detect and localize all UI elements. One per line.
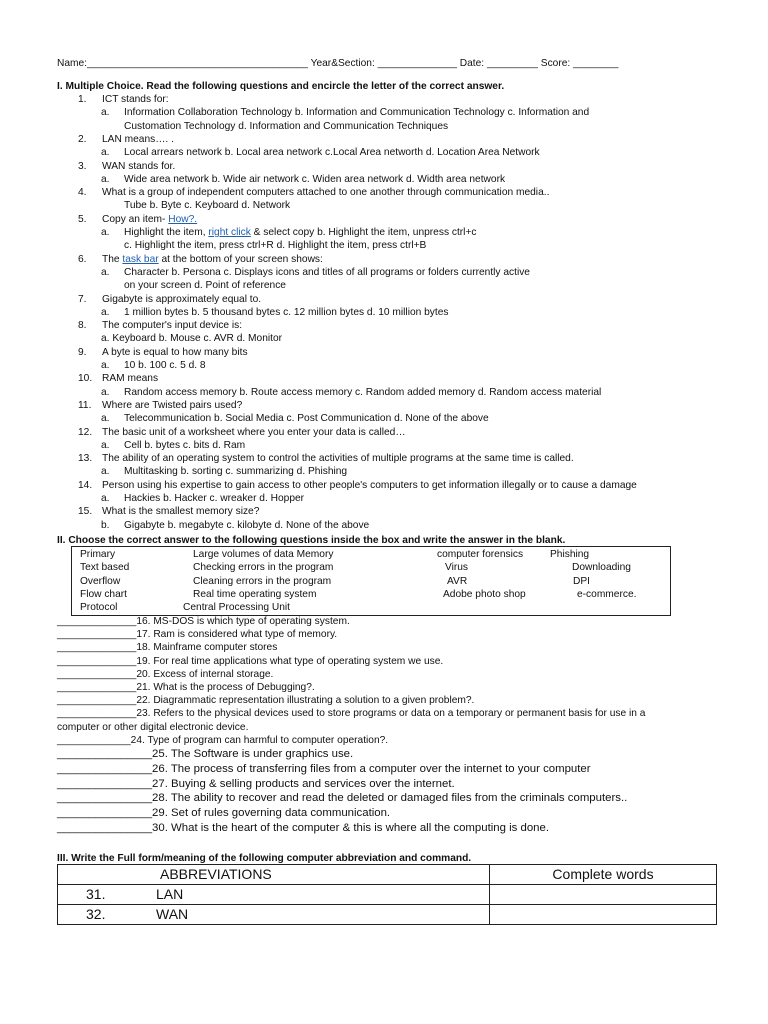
fill-in-item: _____________24. Type of program can harmful to computer operation?. xyxy=(57,734,389,746)
line-text: What is a group of independent computers attached to one another through communication media.. xyxy=(102,187,550,199)
part1-title: I. Multiple Choice. Read the following questions and encircle the letter of the correct answer. xyxy=(57,81,505,92)
item-number: 1. xyxy=(78,94,87,105)
item-number: a. xyxy=(101,493,110,504)
question-line xyxy=(124,226,477,239)
choice-option: e-commerce. xyxy=(577,588,637,600)
question-line xyxy=(124,279,286,292)
line-text: Highlight the item, xyxy=(124,227,209,238)
question-line xyxy=(102,372,158,385)
question-line xyxy=(124,146,540,159)
item-number: a. xyxy=(101,360,110,371)
question-line xyxy=(124,492,304,505)
item-number: 13. xyxy=(78,453,93,465)
row-number: 31. xyxy=(86,886,106,902)
line-text: WAN stands for. xyxy=(102,160,176,172)
item-number: a. xyxy=(101,107,110,119)
choice-option: Primary xyxy=(80,549,116,560)
line-text: 1 million bytes b. 5 thousand bytes c. 12 million bytes d. 10 million bytes xyxy=(124,306,449,318)
item-number: 7. xyxy=(78,293,87,305)
question-line xyxy=(101,332,282,345)
item-number: 3. xyxy=(78,160,87,172)
item-number: 5. xyxy=(78,213,87,225)
choice-option: Phishing xyxy=(550,549,590,560)
table-row xyxy=(58,905,717,925)
question-line xyxy=(124,386,601,399)
line-text: on your screen d. Point of reference xyxy=(124,280,286,292)
fill-in-item: ______________22. Diagrammatic representation illustrating a solution to a given problem?. xyxy=(57,695,475,707)
line-text: Character b. Persona c. Displays icons and titles of all programs or folders currently active xyxy=(124,266,530,278)
item-number: 12. xyxy=(78,426,93,438)
line-text: a. Keyboard b. Mouse c. AVR d. Monitor xyxy=(101,333,283,345)
choice-option: Checking errors in the program xyxy=(193,562,334,574)
fill-in-item: _______________29. Set of rules governing data communication. xyxy=(57,807,391,820)
line-text: Customation Technology d. Information and Communication Techniques xyxy=(124,120,449,132)
choice-option: Cleaning errors in the program xyxy=(193,575,332,587)
line-text: Where are Twisted pairs used? xyxy=(102,399,243,411)
line-text: A byte is equal to how many bits xyxy=(102,346,248,358)
line-text: The computer's input device is: xyxy=(102,320,243,332)
question-line xyxy=(124,266,530,279)
fill-in-item: _______________28. The ability to recover and read the deleted or damaged files from the criminals computers.. xyxy=(57,792,628,805)
item-number: 2. xyxy=(78,133,87,145)
choice-option: Adobe photo shop xyxy=(443,588,526,600)
item-number: a. xyxy=(101,386,110,398)
line-text: Cell b. bytes c. bits d. Ram xyxy=(124,439,246,451)
item-number: a. xyxy=(101,227,110,238)
choice-option: Downloading xyxy=(572,562,631,574)
choice-option: Flow chart xyxy=(80,588,127,600)
fill-in-item: _______________26. The process of transferring files from a computer over the internet to your computer xyxy=(57,762,591,775)
fill-in-item: _______________25. The Software is under graphics use. xyxy=(57,748,354,760)
choice-option: Central Processing Unit xyxy=(183,602,291,614)
question-line xyxy=(102,346,248,359)
line-text: What is the smallest memory size? xyxy=(102,506,260,518)
item-number: 8. xyxy=(78,320,87,332)
row-number: 32. xyxy=(86,906,106,922)
question-line xyxy=(102,160,175,173)
line-text: Tube b. Byte c. Keyboard d. Network xyxy=(124,200,291,212)
question-line xyxy=(124,239,426,252)
line-text: Gigabyte b. megabyte c. kilobyte d. None of the above xyxy=(124,519,370,531)
line-text: Telecommunication b. Social Media c. Post Communication d. None of the above xyxy=(124,413,489,425)
choice-option: Text based xyxy=(80,562,130,574)
fill-in-item: ______________20. Excess of internal storage. xyxy=(57,668,274,680)
item-number: a. xyxy=(101,413,110,425)
line-text: 10 b. 100 c. 5 d. 8 xyxy=(124,360,206,371)
line-text: Hackies b. Hacker c. wreaker d. Hopper xyxy=(124,493,305,504)
row-abbreviation: WAN xyxy=(156,906,189,922)
question-line xyxy=(124,173,505,186)
fill-in-item: _______________30. What is the heart of the computer & this is where all the computing is done. xyxy=(57,822,550,834)
question-line xyxy=(102,213,197,226)
line-text: & select copy b. Highlight the item, unpress ctrl+c xyxy=(250,227,477,238)
item-number: a. xyxy=(101,266,110,278)
question-line xyxy=(102,319,242,332)
item-number: 14. xyxy=(78,479,93,491)
item-number: a. xyxy=(101,306,110,318)
fill-in-item: ______________16. MS-DOS is which type of operating system. xyxy=(57,616,350,627)
question-line xyxy=(124,199,290,212)
line-text: at the bottom of your screen shows: xyxy=(158,253,323,265)
question-line xyxy=(102,293,261,306)
answer-cell[interactable] xyxy=(490,905,717,925)
line-text: Gigabyte is approximately equal to. xyxy=(102,293,262,305)
line-text: RAM means xyxy=(102,373,159,385)
question-line xyxy=(102,186,549,199)
hyperlink[interactable]: task bar xyxy=(122,253,159,265)
line-text: Information Collaboration Technology b. Information and Communication Technology c. Information and xyxy=(124,107,590,119)
fill-in-item: ______________19. For real time applications what type of operating system we use. xyxy=(57,655,444,667)
item-number: a. xyxy=(101,147,110,159)
line-text: LAN means…. . xyxy=(102,133,174,145)
choice-option: computer forensics xyxy=(437,549,524,560)
line-text: c. Highlight the item, press ctrl+R d. Highlight the item, press ctrl+B xyxy=(124,240,427,252)
item-number: 6. xyxy=(78,253,87,265)
choice-option: Protocol xyxy=(80,602,118,614)
fill-in-item: ______________23. Refers to the physical devices used to store programs or data on a temporary or permanent basis for use in a xyxy=(57,708,646,720)
fill-in-item: computer or other digital electronic device. xyxy=(57,721,249,733)
question-line xyxy=(102,133,174,146)
line-text: The basic unit of a worksheet where you enter your data is called… xyxy=(102,426,406,438)
part2-title: II. Choose the correct answer to the following questions inside the box and write the answer in the blank. xyxy=(57,535,566,546)
col-complete-words-header: Complete words xyxy=(490,865,717,885)
line-text: Copy an item- xyxy=(102,213,169,225)
part3-title: III. Write the Full form/meaning of the following computer abbreviation and command. xyxy=(57,853,472,864)
question-line xyxy=(124,412,489,425)
item-number: b. xyxy=(101,519,110,531)
answer-cell[interactable] xyxy=(490,885,717,905)
choice-option: Overflow xyxy=(80,575,121,587)
table-row xyxy=(58,885,717,905)
fill-in-item: _______________27. Buying & selling products and services over the internet. xyxy=(57,777,455,790)
line-text: Wide area network b. Wide air network c. Widen area network d. Width area network xyxy=(124,173,506,185)
item-number: 11. xyxy=(78,399,92,411)
hyperlink[interactable]: How?. xyxy=(168,213,198,225)
item-number: 15. xyxy=(78,506,93,518)
question-line xyxy=(124,306,448,319)
question-line xyxy=(102,93,169,106)
question-line xyxy=(124,120,448,133)
line-text: The ability of an operating system to control the activities of multiple programs at the same time is called. xyxy=(102,453,574,465)
choice-option: Real time operating system xyxy=(193,588,317,600)
choice-option: Large volumes of data Memory xyxy=(193,549,334,560)
line-text: The xyxy=(102,253,123,265)
choice-option: AVR xyxy=(447,575,468,587)
line-text: Multitasking b. sorting c. summarizing d. Phishing xyxy=(124,466,348,478)
question-line xyxy=(124,359,206,372)
line-text: Random access memory b. Route access memory c. Random added memory d. Random access material xyxy=(124,386,602,398)
question-line xyxy=(124,519,369,532)
question-line xyxy=(102,479,637,492)
col-abbreviations-header: ABBREVIATIONS xyxy=(58,865,490,885)
item-number: 10. xyxy=(78,373,93,385)
item-number: a. xyxy=(101,439,110,451)
item-number: 4. xyxy=(78,187,87,199)
question-line xyxy=(102,253,323,266)
line-text: Local arrears network b. Local area network c.Local Area networth d. Location Area Network xyxy=(124,147,540,159)
line-text: ICT stands for: xyxy=(102,94,169,105)
question-line xyxy=(124,439,245,452)
fill-in-item: ______________18. Mainframe computer stores xyxy=(57,642,278,654)
header-line: Name:_______________________________________ Year&Section: ______________ Date: _________ Score: ________ xyxy=(57,58,619,69)
choice-option: DPI xyxy=(573,575,590,587)
item-number: a. xyxy=(101,173,110,185)
question-line xyxy=(102,399,242,412)
item-number: 9. xyxy=(78,346,87,358)
table-header-row xyxy=(58,865,717,885)
row-abbreviation: LAN xyxy=(156,886,184,902)
fill-in-item: ______________21. What is the process of Debugging?. xyxy=(57,682,315,693)
line-text: Person using his expertise to gain access to other people's computers to get information illegally or to cause a damage xyxy=(102,479,637,491)
item-number: a. xyxy=(101,466,110,478)
hyperlink[interactable]: right click xyxy=(208,227,251,238)
question-line xyxy=(124,106,589,119)
question-line xyxy=(102,505,259,518)
fill-in-item: ______________17. Ram is considered what type of memory. xyxy=(57,629,338,641)
choice-option: Virus xyxy=(445,562,469,574)
question-line xyxy=(102,452,574,465)
abbreviation-table xyxy=(57,864,717,925)
question-line xyxy=(102,426,406,439)
question-line xyxy=(124,465,347,478)
